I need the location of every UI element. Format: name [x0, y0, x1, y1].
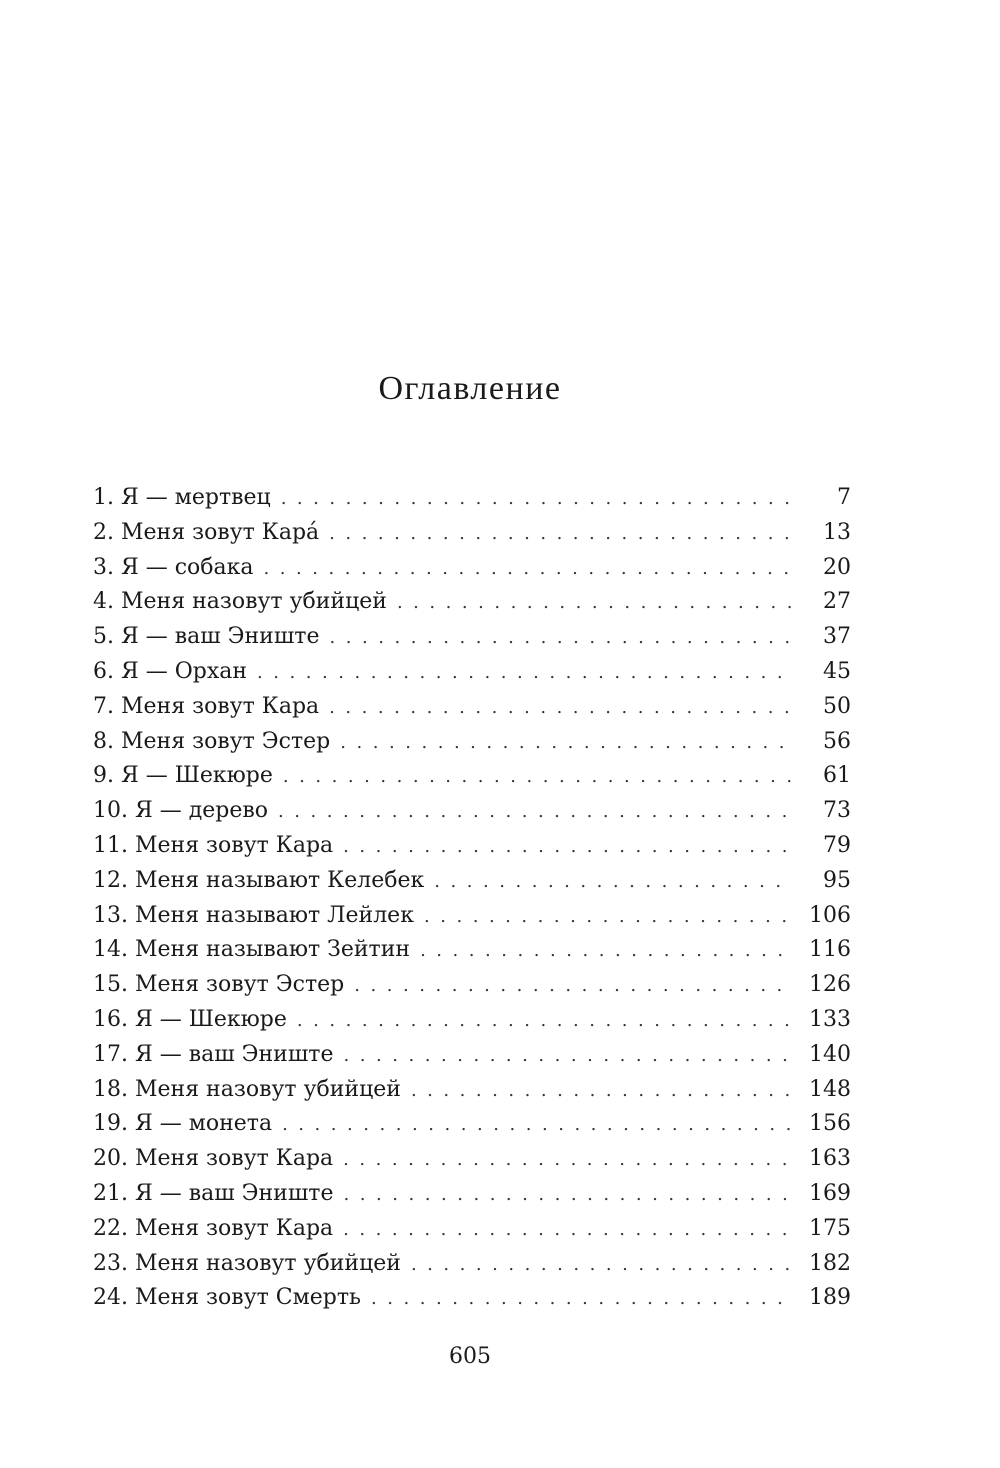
- toc-entry: [93, 725, 851, 760]
- toc-entry-page: 182: [809, 1250, 851, 1276]
- toc-entry-page: 50: [823, 693, 851, 719]
- toc-entry-title: 14. Меня называют Зейтин: [93, 937, 411, 963]
- toc-entry-title: 3. Я — собака: [93, 554, 254, 580]
- toc-entry: [93, 585, 851, 620]
- toc-entry: [93, 1107, 851, 1142]
- toc-entry-title: 21. Я — ваш Эниште: [93, 1180, 334, 1206]
- toc-entry-page: 56: [823, 728, 851, 754]
- toc-entry-page: 13: [823, 519, 851, 545]
- toc-entry: [93, 1212, 851, 1247]
- toc-entry: [93, 794, 851, 829]
- toc-entry-title: 16. Я — Шекюре: [93, 1006, 287, 1032]
- toc-entry: [93, 551, 851, 586]
- toc-entry-page: 73: [823, 798, 851, 824]
- toc-entry-page: 27: [823, 589, 851, 615]
- page-number: 605: [449, 1344, 491, 1369]
- dot-leader: [264, 552, 791, 587]
- toc-entry: [93, 655, 851, 690]
- dot-leader: [297, 1004, 791, 1039]
- toc-entry: [93, 933, 851, 968]
- page-title: Оглавление: [378, 370, 562, 407]
- toc-entry-page: 189: [809, 1285, 851, 1311]
- dot-leader: [411, 1074, 791, 1109]
- toc-entry: [93, 690, 851, 725]
- toc-entry-page: 7: [837, 485, 851, 510]
- toc-entry: [93, 864, 851, 899]
- dot-leader: [330, 621, 792, 656]
- toc-entry-page: 163: [809, 1146, 851, 1172]
- dot-leader: [282, 1108, 791, 1143]
- dot-leader: [371, 1282, 791, 1317]
- toc-entry-title: 11. Меня зовут Кара: [93, 832, 334, 858]
- dot-leader: [344, 1178, 792, 1213]
- toc-entry-page: 156: [809, 1111, 851, 1137]
- toc-entry: [93, 1281, 851, 1316]
- dot-leader: [329, 691, 791, 726]
- dot-leader: [257, 656, 791, 691]
- toc-entry-title: 15. Меня зовут Эстер: [93, 972, 345, 998]
- toc-entry: [93, 899, 851, 934]
- toc-entry-title: 17. Я — ваш Эниште: [93, 1041, 334, 1067]
- toc-entry-page: 169: [809, 1180, 851, 1206]
- toc-entry: [93, 1073, 851, 1108]
- toc-entry-title: 7. Меня зовут Кара: [93, 693, 320, 719]
- toc-entry: [93, 1177, 851, 1212]
- toc-entry-title: 13. Меня называют Лейлек: [93, 902, 414, 928]
- toc-entry-title: 1. Я — мертвец: [93, 485, 271, 510]
- dot-leader: [343, 1143, 791, 1178]
- toc-entry-page: 45: [823, 658, 851, 684]
- toc-entry-title: 12. Меня называют Келебек: [93, 867, 425, 893]
- toc-entry-title: 4. Меня назовут убийцей: [93, 589, 387, 615]
- dot-leader: [411, 1248, 791, 1283]
- toc-entry-page: 175: [809, 1215, 851, 1241]
- table-of-contents: [93, 481, 851, 1316]
- toc-entry-title: 6. Я — Орхан: [93, 658, 248, 684]
- toc-entry-title: 5. Я — ваш Эниште: [93, 624, 320, 650]
- dot-leader: [354, 969, 791, 1004]
- toc-entry-page: 20: [823, 554, 851, 580]
- dot-leader: [329, 517, 791, 552]
- toc-entry-title: 19. Я — монета: [93, 1111, 273, 1137]
- dot-leader: [278, 795, 791, 830]
- dot-leader: [283, 760, 791, 795]
- toc-entry-page: 148: [809, 1076, 851, 1102]
- toc-entry: [93, 481, 851, 516]
- toc-entry: [93, 1247, 851, 1282]
- toc-entry: [93, 516, 851, 551]
- dot-leader: [344, 1039, 792, 1074]
- toc-entry: [93, 620, 851, 655]
- dot-leader: [340, 726, 791, 761]
- dot-leader: [281, 482, 791, 517]
- toc-entry-title: 8. Меня зовут Эстер: [93, 728, 331, 754]
- toc-entry-page: 61: [823, 763, 851, 789]
- toc-entry-page: 133: [809, 1006, 851, 1032]
- toc-entry-title: 9. Я — Шекюре: [93, 763, 273, 789]
- dot-leader: [343, 830, 791, 865]
- toc-entry: [93, 1038, 851, 1073]
- toc-entry: [93, 1003, 851, 1038]
- toc-entry: [93, 759, 851, 794]
- toc-entry-title: 18. Меня назовут убийцей: [93, 1076, 401, 1102]
- toc-entry-page: 95: [823, 867, 851, 893]
- toc-entry: [93, 968, 851, 1003]
- toc-entry-page: 37: [823, 624, 851, 650]
- toc-entry-title: 2. Меня зовут Кара́: [93, 519, 320, 545]
- dot-leader: [434, 865, 791, 900]
- dot-leader: [420, 934, 791, 969]
- toc-entry-page: 140: [809, 1041, 851, 1067]
- toc-entry-title: 24. Меня зовут Смерть: [93, 1285, 361, 1311]
- toc-entry-page: 106: [809, 902, 851, 928]
- toc-entry-title: 23. Меня назовут убийцей: [93, 1250, 401, 1276]
- dot-leader: [424, 900, 791, 935]
- toc-entry-title: 20. Меня зовут Кара: [93, 1146, 334, 1172]
- toc-entry-page: 79: [823, 832, 851, 858]
- toc-entry-title: 10. Я — дерево: [93, 798, 269, 824]
- toc-entry-page: 126: [809, 972, 851, 998]
- dot-leader: [343, 1213, 791, 1248]
- toc-entry: [93, 1142, 851, 1177]
- toc-entry: [93, 829, 851, 864]
- toc-entry-page: 116: [809, 937, 851, 963]
- toc-entry-title: 22. Меня зовут Кара: [93, 1215, 334, 1241]
- dot-leader: [397, 586, 791, 621]
